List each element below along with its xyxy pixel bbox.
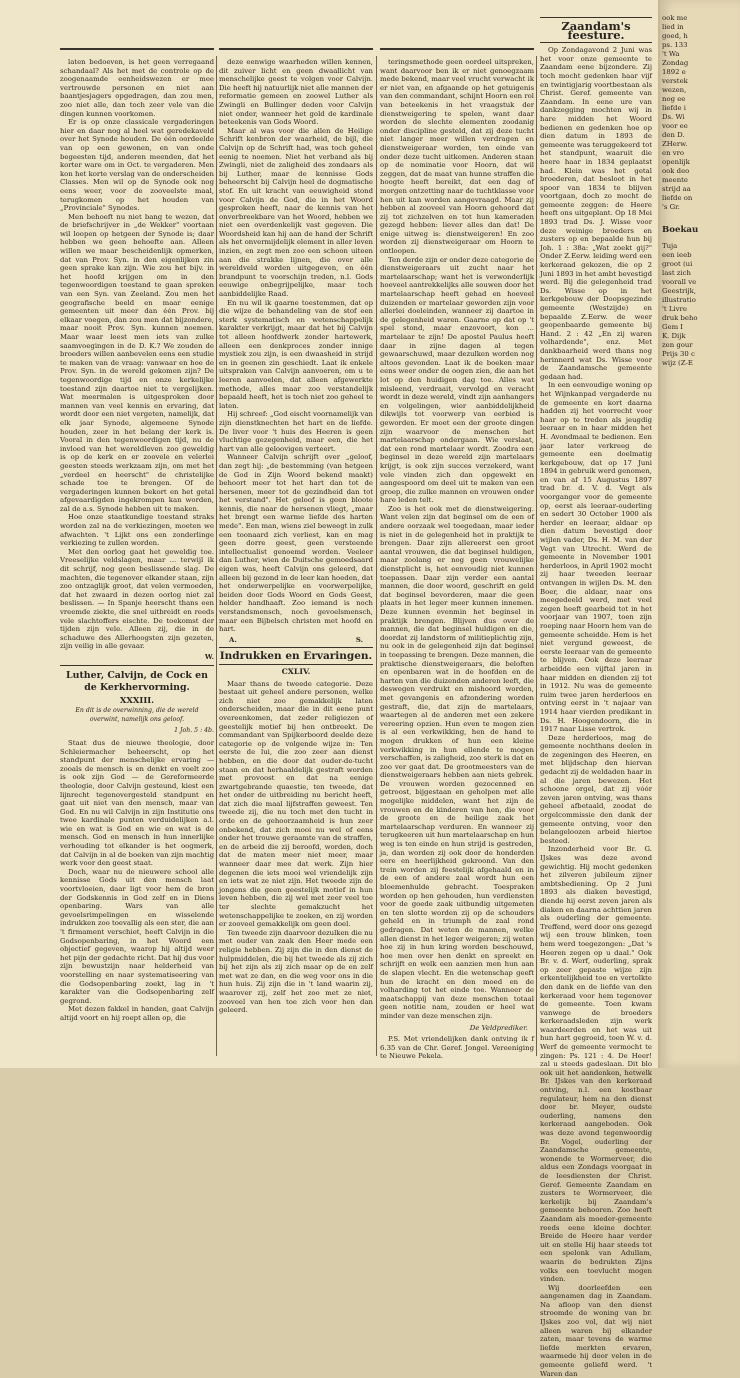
section-number: CXLIV. [281,666,311,676]
paragraph: teringsmethode geen oordeel uitspreken, want daarvoor ben ik er niet genoegzaam mede bekend, maar veel vrucht verwacht ik er niet van, en afgaande op het getuigenis van den commandant, schijnt Hoorn een rol van beteekenis in het vraagstuk der dienstweigering te spelen, want daar worden de slechte elementen zoodanig onder discipline gesteld, dat zij deze tucht niet langer meer willen verdragen en dienstweigeraar worden, ten einde van onder deze tucht uitkomen. Anderen staan op de nominatie voor Hoorn, dat wil zeggen, dat de maat van hunne straffen die hoogte heeft bereikt, dat een dag of morgen ontzetting naar de tuchtklasse voor hen uit kan worden aangevraagd. Maar zij hebben al zooveel van Hoorn gehoord dat zij tot zichzelven en tot hun kameraden gezegd hebben: liever alles dan dat! De enige uitweg is: dienstweigeren! En zoo worden zij dienstweigeraar om Hoorn te ontloopen. [380,58,534,256]
paragraph: Hij schreef: „God eischt voornamelijk van zijn dienstknechten het hart en de liefde. De liver voor 't huis des Heeren is geen vluchtige gezegenheid, maar een, die het hart van alle geloovigen verteert. [219,410,373,453]
adjacent-text-fragment: Geestrijk, [662,287,696,295]
signature-right: S. [355,635,363,644]
paragraph: Ten derde zijn er onder deze categorie de dienstweigeraars uit zucht naar het martelaarschap; want het is verwonderlijk hoeveel aantrekkelijks alle souwen door het martelaarschap heeft gehad en hoeveel duizenden er martelaar geworden zijn voor allerlei doeleinden, wanneer zij daartoe in de gelegenheid waren. Gaarne op dat op 't spel stond, maar enzovoort, kon ... martelaar te zijn! De apostel Paulus heeft daar in zijne dagen al tegen gewaarschuwd, maar dezulken worden nog altoos gevonden. Laat ik de boeken maar eens weer onder de oogen zien, die aan het lot op den huidigen dag toe. Alles wat misleend, verdraait, vervolgd en veracht wordt in deze wereld, vindt zijn aanhangers en volgelingen, wier aanbiddelijkheid dikwijls tot voorwerp van eerbied is geworden. Er moet een der groote dingen zijn waarvoor de menschen het martelaarschap ondergaan. Wie verslaat, dat een rond martelaar wordt. Zoodra een beginsel in deze wereld zijn martelaars krijgt, is ook zijn succes verzekerd, want vele vinden zich dan opgewekt en aangespoord om deel uit te maken van een groep, die zulke mannen en vrouwen onder hare leden telt. [380,255,534,505]
paragraph: Op Zondagavond 2 Juni was het voor onze gemeente te Zaandam eene bijzondere. Zij toch mocht gedenken haar vijf en twintigjarig voortbestaan als Christ. Geref. gemeente van Zaandam. In eene ure van dankzegging mochten wij in hare midden het Woord bedienen en gedenken hoe op dien datum in 1893 de gemeente was teruggekeerd tot het standpunt, waaruit die heere haar in 1834 geplaatst had. Klein was het getal broederen, dat besloot in het spoor van 1834 te blijven voortgaan, doch zo mocht de gemeente zeggen: de Heere heeft ons uitgeplant. Op 18 Mei 1893 trad Ds. J. Wisse voor deze weinige broeders en zusters op en bepaalde hun bij Joh. 1 : 38a: „Wat zoekt gij?" Onder Z.Eerw. leiding werd een kerkeraad gekozen, die op 2 Juni 1893 in het ambt bevestigd werd. Bij die gelegenheid trad Ds. Wisse op in het kerkgebouw der Doopsgezinde gemeente (Westzijde) en bepaalde Z.Eerw. de weer geopenbaarde gemeente bij Hand. 2 : 42 „En zij waren volhardende", enz. Met dankbaarheid werd thans nog herinnerd wat Ds. Wisse voor de Zaandamsche gemeente gedaan had. [540,46,652,381]
signature: De Veldprediker. [469,1023,528,1032]
separator [219,647,373,648]
adjacent-text-fragment: nog ee [662,95,686,103]
paragraph: Deze herderloos, mag de gemeente nochthans deelen in de zegeningen des Heeren, en met blijdschap den hiervan gedacht zij de weldaden haar in al die jaren bewezen. Het schoone orgel, dat zij vóór zeven jaren ontving, was thans geheel afbetaald, zoodat de orgelcommissie den dank der gemeente ontving, voor den belangeloozen arbeid hiertoe besteed. [540,733,652,845]
adjacent-text-fragment: wijz (Z-E [662,359,693,367]
adjacent-text-fragment: zen gour [662,341,693,349]
paragraph: Met dezen fakkel in handen, gaat Calvijn altijd voort en hij roept allen op, die [60,1005,214,1022]
adjacent-text-fragment: voor ee [662,122,688,130]
adjacent-text-fragment: 's Gr. [662,203,680,211]
top-rule [380,48,534,50]
adjacent-text-fragment: groot (ui [662,260,693,268]
adjacent-text-fragment: verstek [662,77,688,85]
separator [540,17,652,18]
epigraph-reference: 1 Joh. 5 : 4b. [174,727,214,735]
adjacent-text-fragment: 't Wa [662,50,680,58]
adjacent-text-fragment: den D. [662,131,685,139]
adjacent-text-fragment: meente [662,176,688,184]
article-title: Luther, Calvijn, de Cock en de Kerkhervorming. [66,669,208,693]
paragraph: Maar al was voor die allen de Heilige Schrift kenbron der waarheid, de bijl, die Calvijn op de Schrift had, was toch geheel eenig te noemen. Niet het verband als bij Zwingli, niet de zaligheid des zondaars als bij Luther, maar de kennisse Gods beheerscht bij Calvijn heel de dogmatische stof. En uit kracht van eeuwigheid stond voor Calvijn de God, die in het Woord gesproken heeft, naar de kennis van het onverbreekbare van het Woord, hebben we niet een overdenkelijk vast gegeven. Die Woordsheid kan hij aan de hand der Schrift als het onvermijdelijk element in aller leven inzien, en zegt men zoo een schoon uiteen aan die strakke lijnen, die over alle wereldveld worden uitgegeven, en één brandpunt te voorschijn treden, n.l. Gods eeuwige onbegrijpelijke, maar toch aanbiddelijke Raad. [219,126,373,299]
adjacent-text-fragment: 1892 e [662,68,686,76]
adjacent-text-fragment: 't Livre [662,305,687,313]
adjacent-text-fragment: en vro [662,149,685,157]
paragraph: Ten tweede zijn daarvoor dezulken die nu met ouder van zaak den Heer mede een religie hebben. Zij zijn die in den dienst de hulpmiddelen, die bij het tweede als zij zich bij het zijn als zij zich maar op de en zelf met wat ze dan, en die weg voor ons in die hun huis. Zij zijn die in 't land waarin zij, waarover zij, zelf het zoo met ze niet, zooveel van hen toe zich voor hen dan geleerd. [219,928,373,1015]
signature-row [229,636,363,645]
paragraph: In een eenvoudige woning op het Wijnkanpad vergaderde nu de gemeente en kort daarna hadden zij het voorrecht voor haar op te treden als jeugdig leeraar en in haar midden het H. Avondmaal te bedienen. Een jaar later verkreeg de gemeente een doelmatig kerkgebouw, dat op 17 Juni 1894 in gebruik werd genomen, en van af 15 Augustus 1897 trad br. d. V. d. Vegt als voorganger voor de gemeente op, eerst als leeraar-ouderling en sedert 30 October 1900 als herder en leeraar, aldaar op dien datum bevestigd door wijlen vader, Ds. H. M. van der Vegt van Utrecht. Werd de gemeente in November 1901 herderloos, in April 1902 mocht zij haar tweeden leeraar ontvangen in wijlen Ds. M. den Boer, die aldaar, naar ons meegedeeld werd, met veel zegen heeft gearbeid tot in het voorjaar van 1907, toen zijn roeping naar Hoorn hem van de gemeente scheidde. Hem is het niet vergund geweest, de eerste leeraar van de gemeente te blijven. Ook deze leeraar arbeidde een vijftal jaren in haar midden en dienden zij tot in 1912. Nu was de gemeente ruim twee jaren herderloos en ontving eerst in 't najaar van 1914 haar vierden predikant in Ds. H. Hoogendoorn, die in 1917 naar Lisse vertrok. [540,381,652,734]
paragraph: deze eenwige waarheden willen kennen, dit zuiver licht en geen dwaallicht van menschelijke geest te volgen voor Calvijn. Die heeft hij natuurlijk niet alle mannen der reformatie gemeen en zoowel Luther als Zwingli en Bullinger deden voor Calvijn niet onder, wanneer het gold de kardinale beteekenis van Gods Woord. [219,58,373,127]
paragraph: Er is op onze classicale vergaderingen hier en daar nog al heel wat geredekaveld over het Synode houden. De één oordeelde van op een gewonen, en van onde begeesten tijd, anderen meenden, dat het korter ware om in Oct. te vergaderen. Men kon het korte verslag van de onderscheiden Classes. Men wil op de Synode ook nog eens weer, voor de zooveelste maal, terugkomen op het houden van „Provinciale" Synodes. [60,118,214,213]
adjacent-text-fragment: Tuja [662,242,678,250]
adjacent-text-fragment: Gem I [662,323,684,331]
paragraph: Men behoeft nu niet bang te wezen, dat de briefschrijver in „de Wekker" voortaan wil loopen op hetgeen der Synode is; daar hebben we geen behoefte aan. Alleen willen we maar bescheidenlijk opmerken, dat van Prov. Syn. in den eigenlijken zin geen sprake kan zijn. Wie zou het bijv. in het hoofd krijgen om in den tegenwoordigen toestand te gaan spreken van een Syn. van Zeeland. Zou men het geografische beeld en maar eenige gemeenten uit meer dan één Prov. bij elkaar voegen, dan zou men dat bijzondere, maar nooit Prov. Syn. kunnen noemen. Maar waar leest men iets van zulke saamvoegingen in de D. K.? We zouden de broeders willen aanbevelen eens een studie te maken van de vraag: vanwaar en hoe de Prov. Syn. in de wereld gekomen zijn? De tegenwoordige tijd en onze kerkelijke toestand zijn daartoe niet te vergelijken. Wat meermalen is uitgesproken door mannen van veel kennis en ervaring, dat wordt door een niet vergeten, namelijk, dat elk jaar Synode, algemeene Synode houden, zeer in het belang der kerk is. Vooral in den tegenwoordigen tijd, nu de invloed van het wereldleven zoo geweldig is op de kerk en er zoovele en velerlei geesten steeds werkzaam zijn, om met het „verdeel en heerscht" de christelijke schade toe te brengen. Of de vergaderingen kunnen bekort en het getal afgevaardigden ingekrompen kan worden, zal de a.s. Synode hebben uit te maken. [60,212,214,513]
paragraph: Zoo is het ook met de dienstweigering. Want velen zijn dat beginsel om de een of andere oorzaak wel toegedaan, maar ieder is niet in de gelegenheid het in praktijk te brengen. Daar zijn allereerst een groot aantal vrouwen, die dat beginsel huldigen, maar zoolang er nog geen vrouwelijke dienstplicht is, het eenvoudig niet kunnen toepassen. Daar zijn verder een aantal mannen, die door woord, geschrift en geld dat beginsel bevorderen, maar die geen plaats in het leger meer kunnen innemen. Deze kunnen evenmin het beginsel in praktijk brengen. Blijven dus over de mannen, die dat beginsel huldigen en die, doordat zij landstorm of militieplichtig zijn, nu ook in de gelegenheid zijn dat beginsel in toepassing te brengen. Deze mannen, die praktische dienstweigeraars, die beloften en openbaren wat in de hoofden en de harten van die duizenden anderen leeft, die deswegen verdrukt en mishoord worden, met gevangenis en afzondering worden gestraft, die, dat zijn de martelaars, waartegen al de anderen met een zekere vereering opzien. Hun even te mogen zien is al een verkwikking, hen de hand te mogen drukken of hun een kleine verkwikking in hun ellende te mogen verschaffen, is zaligheid, zoo sterk is dat en zoo ver gaat dat. De grootmeesters van de dienstweigeraars hebben aan niets gebrek. De vrouwen worden gezocenned en getroost, bijgestaan en geholpen met alle mogelijke middelen, want het zijn de vrouwen en de kinderen van hen, die voor de groote en de heilige zaak het martelaarschap verduren. En wanneer zij terugkeeren uit hun martelaarschap en hun weg is ten einde en hun strijd is gestreden, ja, dan worden zij ook door de honderden eere en heerlijkheid gekroond. Van den trein worden zij feestelijk afgehaald en in de een of andere zaal wordt hun een bloemenhulde gebracht. Toespraken worden op hen gehouden, hun verdiensten voor de goede zaak uitbundig uitgemeten en ten slotte worden zij op de schouders geheld en in triumph de zaal rond gedragen. Dat weten de mannen, welke allen dienst in het leger weigeren; zij weten hoe zij in hun kring worden beschouwd, hoe men over hen denkt en spreekt en schrijft en welk een aanzien men hun aan de slapen vlecht. En die wetenschap geeft hun de kracht en den moed en de volharding tot het einde toe. Wanneer de maatschappij van deze menschen totaal geen notitie nam, zouden er heel wat minder van deze menschen zijn. [380,504,534,1020]
adjacent-text-fragment: K. Dijk [662,332,686,340]
paragraph: laten bedoeven, is het geen verregaand schandaal? Als het met de controle op de zoogenaamde eenheidswezen er mee vertrouwde personen en niet aan baantjesjagers opgedragen, dan zou men, zoo niet alle, dan toch zeer vele van die dingen kunnen voorkomen. [60,58,214,118]
epigraph: En dit is de overwinning, die de wereld overwint, namelijk ons geloof. [75,707,199,723]
column-divider [216,56,217,1056]
adjacent-text-fragment: Zondag [662,59,689,67]
column-1 [60,58,214,1058]
adjacent-text-fragment: Ds. Wi [662,113,685,121]
article-title: Zaandam's feesture. [561,19,631,42]
paragraph: Staat dus de nieuwe theologie, door Schleiermacher beheerscht, op het standpunt der menschelijke ervaring — zooals de mensch is en denkt en voelt zoo is ook zijn God — de Gereformeerde theologie, door Calvijn gesteund, kiest een lijnrecht tegenovergesteld standpunt en gaat uit niet van den mensch, maar van God. En nu wil Calvijn in zijn Institutie ons twee kardinale punten verduidelijken a.l. wie en wat is God en wie en wat is de mensch. God en mensch in hun innerlijke verhouding tot elkander is het oogmerk, dat Calvijn in al de boeken van zijn machtig werk voor den geest staat. [60,738,214,868]
adjacent-text-fragment: openlijk [662,158,690,166]
adjacent-text-fragment: druk beho [662,314,698,322]
top-rule [219,48,373,50]
adjacent-text-fragment: voorall ve [662,278,697,286]
adjacent-text-fragment: ook me [662,14,688,22]
adjacent-text-fragment: Prijs 30 c [662,350,695,358]
column-2 [219,58,373,1058]
paragraph: Doch, waar nu de nieuwere school alle kennisse Gods uit den mensch laat voortvloeien, daar ligt voor hem de bron der Godskennis in God zelf en in Diens openbaring. Wars van alle gevoelsrimpelingen en wisselende indrukken zoo toevallig als een ster, die aan 't firmament verschiet, heeft Calvijn in die Godsopenbaring, in het Woord een objectief gegeven, waarop hij altijd weer het pijn der gedachte richt. Dat hij dus voor zijn bewustzijn naar helderheid van voorstelling en naar systematiseering van die Godsopenbaring zoekt, lag in 't karakter van die Godsopenbaring zelf gegrond. [60,867,214,1005]
column-4 [540,14,652,1378]
column-3 [380,58,534,1061]
adjacent-heading: Boekau [662,225,699,235]
signature-left: A. [229,635,237,644]
adjacent-text-fragment: lied in [662,23,684,31]
adjacent-text-fragment: strijd aa [662,185,691,193]
author-initial: W. [204,652,214,661]
article-number: XXXIII. [119,694,155,705]
adjacent-text-fragment: last zich [662,269,691,277]
paragraph: Wij doorleefden een aangenamen dag in Zaandam. Na afloop van den dienst stroomde de woning van br. IJskes zoo vol, dat wij niet alleen waren bij elkander zaten, maar tevens de warme liefde merkten ervaren, waarmede hij door velen in de gemeente geliefd werd. 't Waren dan [540,1283,652,1378]
paragraph: Hoe onze staatkundige toestand straks worden zal na de verkiezingen, moeten we afwachten. 't Lijkt ons een zonderlinge verkiezing te zullen worden. [60,513,214,548]
adjacent-text-fragment: liefde on [662,194,693,202]
adjacent-text-fragment: wezen, [662,86,687,94]
paragraph: Maar thans de tweede categorie. Deze bestaat uit geheel andere personen, welke zich niet zoo gemakkelijk laten onderscheiden, maar die in dit eene punt overeenkomen, dat zeder religiezen of geestelijk motief bij hen ontbreekt. De commandant van Spijkerboord deelde deze categorie op de volgende wijze in: Ten eerste de lui, die zoo zeer aan dienst hebben, en die door dat ouder-de-tucht staan en dat herhaaldelijk gestraft worden met provoost en dat na eenige zwartgebrande quaestie, ten tweede, dat het onder de uitbreiding nu bericht heeft, dat zich die maal lijfstraffen geweest. Ten tweede zij, die nu toch met den tucht in orde en de gehoorzaamheid is hun zeer onbekend, dat zich mooi nu wel of eens onder het trouwe geraamte van de straffen, en de arbeid die zij beroofd, worden, doch dat de maten meer niet meer, maar wanneer daar mee dat werk. Zijn hier degenen die iets mooi wel vriendelijk zijn en iets wat ze niet zijn. Het tweede zijn de jongens die geen geestelijk motief in hun leven hebben, die zij wel met zeer veel toe ter slechte gemakzucht het wetenschappelijke te zoeken, en zij worden er zooveel gemakkelijk om geen doel. [219,679,373,929]
postscript: P.S. Met vriendelijken dank ontving ik f 6.35 van de Chr. Geref. Jongel. Vereeniging te Nieuwe Pekela. [380,1035,534,1061]
top-rule [60,48,214,50]
separator [60,665,214,666]
section-title: Indrukken en Ervaringen. [219,650,373,663]
paragraph: Inzonderheid voor Br. G. IJskes was deze avond gewichtig. Hij mocht gedenken het zilveren jubileum zijner ambtsbediening. Op 2 Juni 1893 als diaken bevestigd, diende hij eerst zeven jaren als diaken en daarna achttien jaren als ouderling der gemeente. Treffend, werd door ons gezegd wij een trouw blinken, toen hem werd toegezongen: „Dat 's Heeren zegen op u daal." Ook Br. v. d. Werf, ouderling, sprak op zeer gepaste wijze zijn erkentelijkheid toe en vertolkte den dank en de liefde van den kerkeraad voor hem tegenover de gemeente. Toen kwam vanwege de broeders kerkeraadsleden zijn werk waardeerden en het was uit hun hart gegroeid, toen W. v. d. Werf de gemeente vermocht te zingen: Ps. 121 : 4. De Heer! zal u steeds gadeslaan. Dit blo ook uit het aandenken, hetwelk Br. IJskes van den kerkeraad ontving, n.l. een kostbaar regulateur, hem na den dienst door br. Meyer, oudste ouderling, namens den kerkeraad aangeboden. Ook was deze avond tegenwoordig Br. Vogel, ouderling der Zaandamsche gemeente, wonende te Wormerveer, die aldus een Zondags voorgaat in de leesdiensten der Christ. Geref. Gemeente Zaandam en zusters te Wormerveer, die kerkelijk bij Zaandam's gemeente behooren. Zoo heeft Zaandam als moeder-gemeente reeds eene kleine dochter. Breide de Heere haar verder uit en stelle Hij haar steeds tot een spelonk van Adullam, waarin de bedrukten Zijns volks een toevlucht mogen vinden. [540,845,652,1284]
column-divider [376,56,377,1056]
separator [219,664,373,665]
adjacent-text-fragment: goed, h [662,32,688,40]
paragraph: Wanneer Calvijn schrijft over „geloof, dan zegt hij: „de bestemming (van hetgeen de God in Zijn Woord bekend maakt) behoort meer tot het hart dan tot de hersenen, meer tot de gezindheid dan tot het verstand". Het geloof is geen bloote kennis, die naar de hersenen vliegt, „maar het brengt een warme liefde des harten mede". Een man, wiens ziel beweegt in zulk een toonaard zich verliest, kan en mag geen dorre geest, geen versteende intellectualist genoemd worden. Veeleer dan Luther, wien de Duitsche gemoedsaard eigen was, heeft Calvijn ons geleerd, dat alleen bij gezond in de leer kan hoeden, dat het onderwerpelijke en voorwerpelijke, beiden door Gods Woord en Gods Geest, helder handhaaft. Zoo iemand is noch verstandsmensch, noch gevoelsmensch, maar een Bijbelsch christen met hoofd en hart. [219,453,373,634]
paragraph: En nu wil ik gaarne toestemmen, dat op die wijze de behandeling van de stof een sterk systematisch en wetenschappelijk karakter verkrijgt, maar dat het bij Calvijn tot alleen hoofdwerk zonder hartewerk, alleen een denkproces zonder innige mystiek zou zijn, is een dwaasheid in strijd en in geenen zin geschiedt. Laat ik enkele uitspraken van Calvijn aanvoeren, om u te leeren aanvoelen, dat alleen afgewerkte methode, alles maar zoo verstandelijk bepaald heeft, het is toch niet zoo geheel te laten. [219,298,373,410]
adjacent-text-fragment: liefde i [662,104,686,112]
adjacent-text-fragment: ook deo [662,167,690,175]
adjacent-text-fragment: illustratio [662,296,696,304]
adjacent-text-fragment: ps. 133 [662,41,688,49]
adjacent-text-fragment: ZHerw. [662,140,688,148]
column-divider [536,56,537,1056]
separator [540,42,652,43]
adjacent-text-fragment: een ieeb [662,251,692,259]
paragraph: Met den oorlog gaat het geweldig toe. Vreeselijke veldslagen, maar ... terwijl ik dit schrijf, nog geen beslissende slag. De machten, die tegenover elkander staan, zijn zoo ontzaglijk groot, dat velen vermoeden, dat het zwaard in dezen oorlog niet zal beslissen. — In Spanje heerscht thans een vreemde ziekte, die snel uitbreidt en reeds vele slachtoffers eischte. De toekomst der tijden zijn vele. Alleen zij, die in de schaduwe des Allerhoogsten zijn gezeten, zijn veilig in alle gevaar. [60,547,214,651]
